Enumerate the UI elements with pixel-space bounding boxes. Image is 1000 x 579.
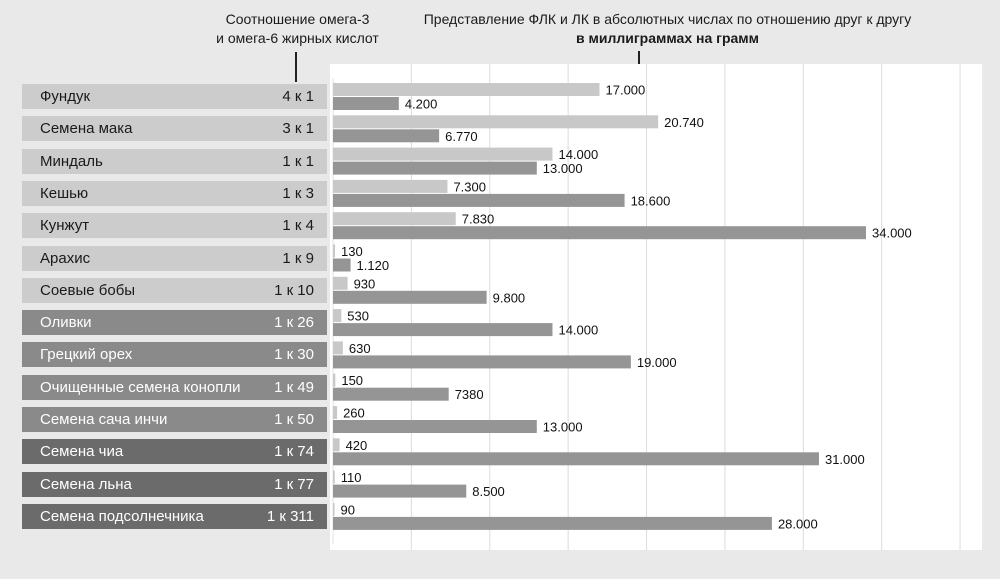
omega-ratio: 4 к 1 bbox=[282, 88, 314, 105]
ratio-title-line2: и омега-6 жирных кислот bbox=[216, 30, 379, 46]
bar bbox=[333, 291, 487, 304]
data-label: 18.600 bbox=[630, 193, 671, 209]
bar bbox=[333, 162, 537, 175]
ratio-title-line1: Соотношение омега-3 bbox=[225, 11, 370, 27]
data-label: 9.800 bbox=[492, 290, 526, 306]
data-label: 31.000 bbox=[824, 451, 865, 467]
data-label: 150 bbox=[341, 373, 364, 389]
data-label: 7380 bbox=[454, 387, 484, 403]
data-label: 8.500 bbox=[472, 484, 505, 500]
food-name: Семена сача инчи bbox=[40, 411, 168, 428]
table-row bbox=[22, 278, 327, 303]
table-row bbox=[22, 439, 327, 464]
chart-title-line2: в миллиграммах на грамм bbox=[575, 30, 760, 46]
omega-ratio: 1 к 50 bbox=[274, 411, 314, 428]
data-label: 28.000 bbox=[777, 516, 818, 532]
data-label: 110 bbox=[340, 470, 362, 486]
bar bbox=[333, 388, 449, 401]
data-label: 7.300 bbox=[453, 179, 486, 195]
bar bbox=[333, 194, 625, 207]
chart-title-pointer bbox=[638, 51, 640, 65]
data-label: 930 bbox=[353, 276, 376, 292]
data-label: 7.830 bbox=[461, 211, 495, 227]
table-row bbox=[22, 84, 327, 109]
ratio-column-title bbox=[180, 10, 415, 48]
bar bbox=[333, 277, 348, 290]
bar bbox=[333, 485, 466, 498]
bar bbox=[333, 503, 335, 516]
bar bbox=[333, 355, 631, 368]
bar bbox=[333, 323, 552, 336]
food-name: Кешью bbox=[40, 184, 89, 202]
table-row bbox=[22, 181, 327, 206]
omega-ratio: 3 к 1 bbox=[282, 120, 314, 138]
bar bbox=[333, 259, 351, 272]
food-name: Семена чиа bbox=[40, 443, 124, 461]
bar bbox=[333, 374, 335, 387]
bar bbox=[333, 438, 340, 451]
data-label: 14.000 bbox=[558, 147, 599, 163]
data-label: 17.000 bbox=[605, 82, 646, 98]
data-label: 4.200 bbox=[404, 96, 438, 112]
food-name: Миндаль bbox=[40, 152, 103, 170]
bar bbox=[333, 245, 335, 258]
table-row bbox=[22, 472, 327, 497]
data-label: 19.000 bbox=[636, 354, 677, 370]
omega-ratio: 1 к 74 bbox=[274, 443, 314, 461]
omega-ratio: 1 к 3 bbox=[282, 184, 314, 202]
data-label: 6.770 bbox=[445, 128, 478, 144]
food-name: Фундук bbox=[40, 88, 91, 105]
chart-title bbox=[395, 10, 940, 48]
table-row bbox=[22, 246, 327, 271]
omega-ratio: 1 к 49 bbox=[274, 378, 314, 396]
data-label: 14.000 bbox=[558, 322, 599, 338]
table-row bbox=[22, 407, 327, 432]
omega-ratio: 1 к 30 bbox=[274, 346, 314, 364]
data-label: 13.000 bbox=[542, 161, 583, 177]
bar bbox=[333, 226, 866, 239]
table-row bbox=[22, 504, 327, 529]
bar bbox=[333, 212, 456, 225]
bar-chart-area bbox=[330, 64, 982, 550]
data-label: 630 bbox=[348, 340, 371, 356]
chart-title-line1: Представление ФЛК и ЛК в абсолютных числах по отношению друг к другу bbox=[423, 11, 912, 27]
data-label: 530 bbox=[347, 308, 370, 324]
table-row bbox=[22, 375, 327, 400]
food-name: Кунжут bbox=[40, 217, 90, 235]
food-name: Соевые бобы bbox=[40, 281, 136, 299]
omega-ratio: 1 к 10 bbox=[274, 281, 314, 299]
table-row bbox=[22, 342, 327, 367]
food-name: Грецкий орех bbox=[40, 346, 133, 364]
bar bbox=[333, 83, 600, 96]
table-row bbox=[22, 116, 327, 141]
ratio-title-pointer bbox=[295, 52, 297, 82]
bar bbox=[333, 148, 552, 161]
omega-ratio: 1 к 4 bbox=[282, 217, 314, 235]
omega-ratio: 1 к 1 bbox=[282, 152, 314, 170]
omega-ratio: 1 к 311 bbox=[266, 507, 314, 525]
bar bbox=[333, 129, 439, 142]
bar bbox=[333, 309, 341, 322]
data-label: 130 bbox=[341, 244, 363, 259]
omega-ratio: 1 к 26 bbox=[274, 314, 314, 332]
data-label: 1.120 bbox=[356, 258, 390, 273]
food-name: Арахис bbox=[40, 249, 91, 267]
bar bbox=[333, 341, 343, 354]
table-row bbox=[22, 213, 327, 238]
table-row bbox=[22, 149, 327, 174]
food-name: Семена льна bbox=[40, 475, 132, 493]
food-name: Оливки bbox=[40, 314, 92, 332]
bar bbox=[333, 452, 819, 465]
omega-ratio: 1 к 9 bbox=[282, 249, 314, 267]
bar bbox=[333, 97, 399, 110]
food-name: Семена подсолнечника bbox=[40, 507, 204, 525]
bar bbox=[333, 517, 772, 530]
bar bbox=[333, 180, 447, 193]
data-label: 90 bbox=[340, 502, 355, 518]
food-name: Очищенные семена конопли bbox=[40, 378, 241, 396]
table-row bbox=[22, 310, 327, 335]
bar-chart bbox=[330, 64, 982, 550]
data-label: 34.000 bbox=[872, 225, 912, 241]
food-name: Семена мака bbox=[40, 120, 133, 138]
data-label: 420 bbox=[345, 437, 368, 453]
data-label: 20.740 bbox=[664, 114, 704, 130]
bar bbox=[333, 420, 537, 433]
bar bbox=[333, 406, 337, 419]
bar bbox=[333, 471, 335, 484]
data-label: 260 bbox=[343, 405, 365, 421]
data-label: 13.000 bbox=[542, 419, 583, 435]
bar bbox=[333, 115, 658, 128]
omega-ratio: 1 к 77 bbox=[274, 475, 314, 493]
